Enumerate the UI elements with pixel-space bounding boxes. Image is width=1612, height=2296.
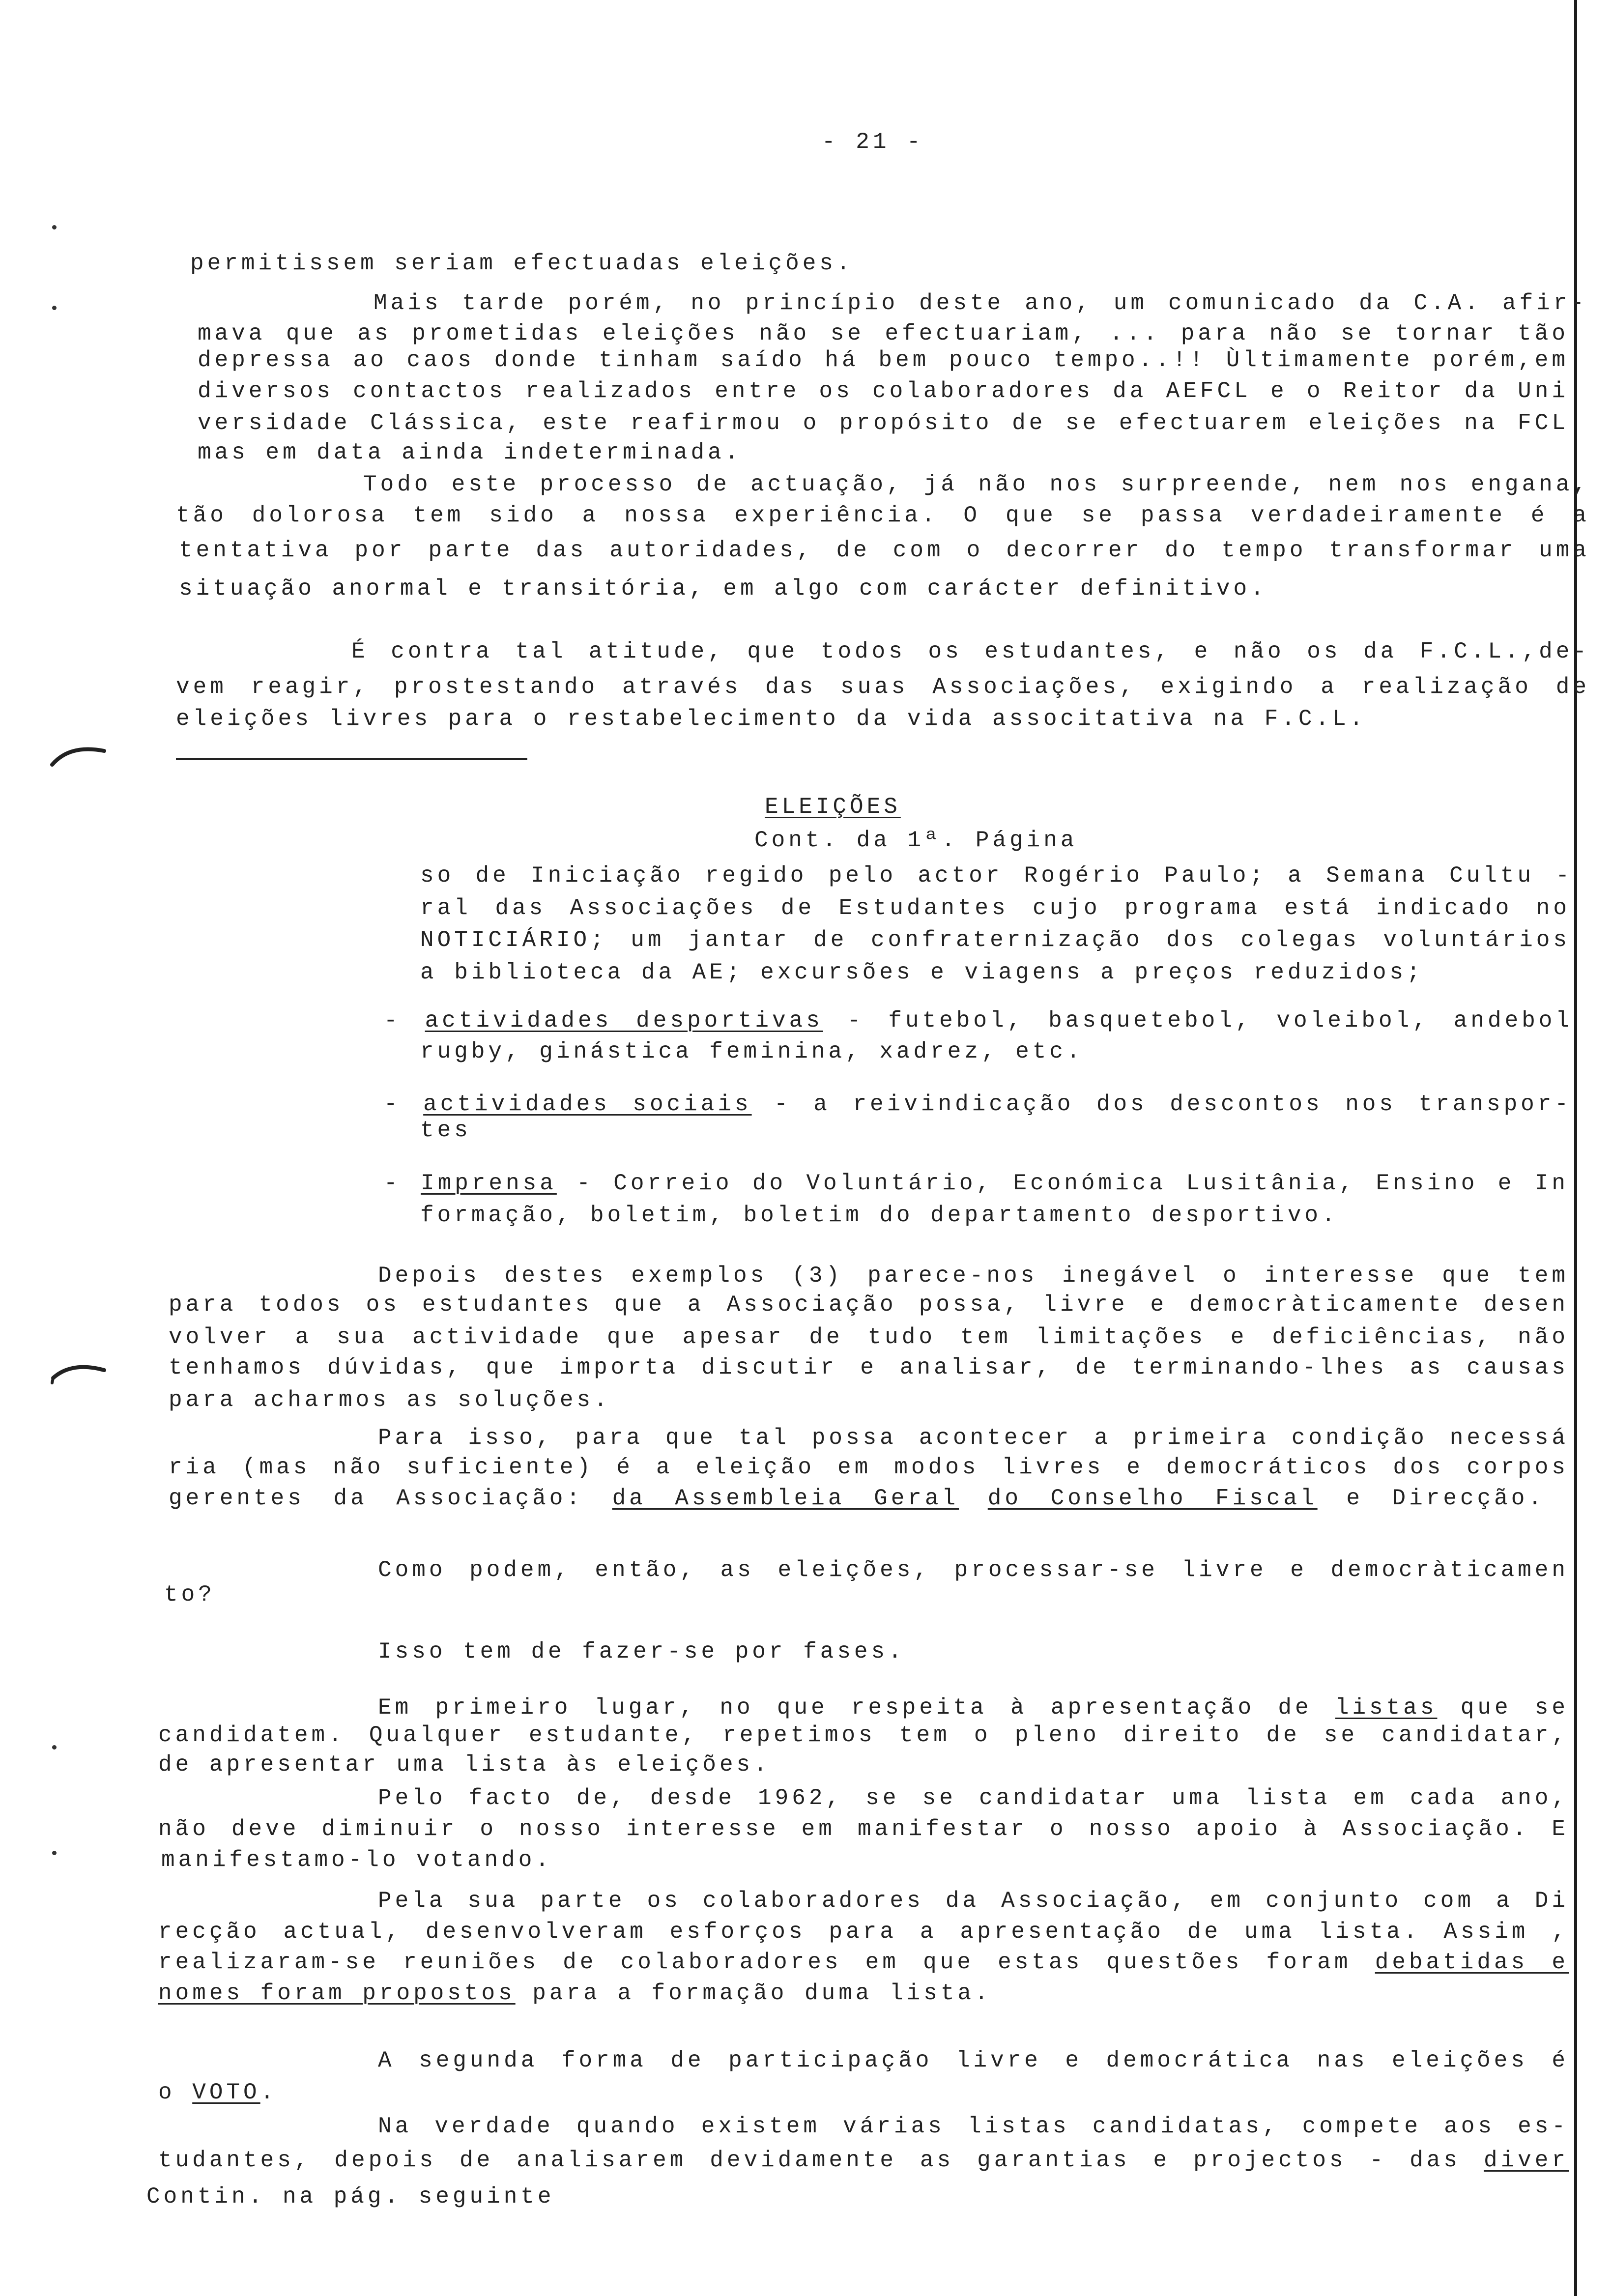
section-divider (176, 758, 527, 760)
text-line (158, 1980, 992, 2007)
underlined-text: listas (1335, 1695, 1438, 1721)
text-segment (959, 1486, 988, 1511)
text-line: ral das Associações de Estudantes cujo programa está indicado no (420, 895, 1570, 921)
list-item-imprensa (384, 1170, 1569, 1197)
text-line: de apresentar uma lista às eleições. (158, 1752, 771, 1778)
punch-hole-mark (49, 741, 108, 769)
underlined-text: actividades sociais (423, 1091, 752, 1117)
list-item-desportivas (384, 1007, 1573, 1034)
article-heading: ELEIÇÕES (765, 794, 901, 820)
text-segment: Em primeiro lugar, no que respeita à apresentação de (378, 1695, 1335, 1721)
text-line: Todo este processo de actuação, já não nos surpreende, nem nos engana, (363, 472, 1590, 497)
text-line: Depois destes exemplos (3) parece-nos inegável o interesse que tem (378, 1263, 1569, 1289)
text-segment: gerentes da Associação: (169, 1486, 612, 1511)
text-line: permitissem seriam efectuadas eleições. (190, 251, 854, 276)
text-segment: realizaram-se reuniões de colaboradores em que estas questões foram (158, 1950, 1375, 1975)
punch-hole-mark (49, 1358, 108, 1386)
underlined-text: diver (1483, 2148, 1569, 2173)
margin-speck (52, 306, 57, 310)
text-line: diversos contactos realizados entre os colaboradores da AEFCL e o Reitor da Uni (198, 378, 1569, 404)
text-line: recção actual, desenvolveram esforços para a apresentação de uma lista. Assim , (158, 1919, 1569, 1945)
text-line: formação, boletim, boletim do departamento desportivo. (420, 1203, 1339, 1228)
text-segment: para a formação duma lista. (515, 1980, 992, 2006)
text-line: Pelo facto de, desde 1962, se se candidatar uma lista em cada ano, (378, 1785, 1569, 1811)
text-line: manifestamo-lo votando. (161, 1847, 552, 1873)
text-segment: - (384, 1008, 425, 1033)
text-line: Na verdade quando existem várias listas candidatas, compete aos es- (378, 2114, 1569, 2139)
text-line: tenhamos dúvidas, que importa discutir e analisar, de terminando-lhes as causas (169, 1355, 1569, 1380)
margin-speck (52, 1745, 57, 1750)
continued-from-note: Cont. da 1ª. Página (754, 828, 1078, 853)
text-line: vem reagir, prostestando através das suas Associações, exigindo a realização de (176, 674, 1590, 700)
underlined-text: debatidas e (1375, 1950, 1569, 1975)
margin-speck (52, 225, 57, 230)
text-line: mas em data ainda indeterminada. (198, 440, 742, 465)
list-item-sociais (384, 1091, 1572, 1118)
underlined-text: actividades desportivas (425, 1008, 823, 1033)
text-line (158, 1949, 1569, 1976)
text-line (169, 1485, 1545, 1512)
text-line: a biblioteca da AE; excursões e viagens a preços reduzidos; (420, 960, 1424, 985)
text-line: rugby, ginástica feminina, xadrez, etc. (420, 1039, 1084, 1064)
page-number: - 21 - (822, 129, 924, 155)
text-line: tão dolorosa tem sido a nossa experiência. O que se passa verdadeiramente é a (176, 503, 1590, 528)
text-segment: - futebol, basquetebol, voleibol, andebol (823, 1008, 1573, 1033)
text-line (158, 2147, 1569, 2174)
text-segment: que se (1437, 1695, 1569, 1721)
text-segment: - (384, 1171, 421, 1196)
text-line: ria (mas não suficiente) é a eleição em modos livres e democráticos dos corpos (169, 1455, 1569, 1480)
text-line: volver a sua actividade que apesar de tudo tem limitações e deficiências, não (169, 1324, 1569, 1350)
text-line: Pela sua parte os colaboradores da Associação, em conjunto com a Di (378, 1888, 1569, 1914)
text-line: NOTICIÁRIO; um jantar de confraternização dos colegas voluntários (420, 927, 1570, 953)
text-line: não deve diminuir o nosso interesse em manifestar o nosso apoio à Associação. E (158, 1816, 1569, 1842)
text-segment: - Correio do Voluntário, Económica Lusitânia, Ensino e In (556, 1171, 1569, 1196)
text-line: mava que as prometidas eleições não se efectuariam, ... para não se tornar tão (198, 321, 1569, 346)
underlined-text: da Assembleia Geral (612, 1486, 959, 1511)
text-line: para todos os estudantes que a Associação possa, livre e democràticamente desen (169, 1292, 1569, 1318)
text-line: A segunda forma de participação livre e democrática nas eleições é (378, 2048, 1569, 2073)
underlined-text: nomes foram propostos (158, 1980, 516, 2006)
underlined-text: Imprensa (421, 1171, 557, 1196)
text-line: eleições livres para o restabelecimento da vida associtativa na F.C.L. (176, 706, 1367, 732)
text-segment: tudantes, depois de analisarem devidamente as garantias e projectos - das (158, 2148, 1484, 2173)
margin-speck (52, 1851, 57, 1855)
text-segment: - a reivindicação dos descontos nos transpor- (751, 1091, 1572, 1117)
page-edge-line (1574, 0, 1577, 2296)
text-line (378, 1694, 1569, 1722)
text-line: Mais tarde porém, no princípio deste ano, um comunicado da C.A. afir- (374, 290, 1587, 316)
continuation-note: Contin. na pág. seguinte (146, 2184, 555, 2210)
text-segment: e Direcção. (1317, 1486, 1545, 1511)
text-line: tes (420, 1118, 471, 1143)
text-line: to? (164, 1582, 215, 1607)
text-line: Como podem, então, as eleições, processar-se livre e democràticamen (378, 1557, 1569, 1583)
text-line: candidatem. Qualquer estudante, repetimos tem o pleno direito de se candidatar, (158, 1722, 1569, 1748)
text-line: depressa ao caos donde tinham saído há bem pouco tempo..!! Ùltimamente porém,em (198, 347, 1569, 373)
text-line: situação anormal e transitória, em algo com carácter definitivo. (179, 576, 1267, 602)
text-line: Para isso, para que tal possa acontecer a primeira condição necessá (378, 1425, 1569, 1451)
text-line: versidade Clássica, este reafirmou o propósito de se efectuarem eleições na FCL (198, 410, 1569, 436)
underlined-text: do Conselho Fiscal (987, 1486, 1318, 1511)
text-segment: - (384, 1091, 424, 1117)
underlined-text: VOTO (192, 2080, 260, 2105)
text-segment: o (158, 2080, 193, 2105)
text-line: so de Iniciação regido pelo actor Rogério Paulo; a Semana Cultu - (420, 863, 1573, 889)
text-line: tentativa por parte das autoridades, de com o decorrer do tempo transformar uma (179, 538, 1590, 563)
text-line: Isso tem de fazer-se por fases. (378, 1639, 905, 1665)
text-segment: . (260, 2080, 278, 2105)
text-line (158, 2079, 277, 2106)
text-line: É contra tal atitude, que todos os estudantes, e não os da F.C.L.,de- (351, 639, 1590, 664)
text-line: para acharmos as soluções. (169, 1387, 611, 1413)
